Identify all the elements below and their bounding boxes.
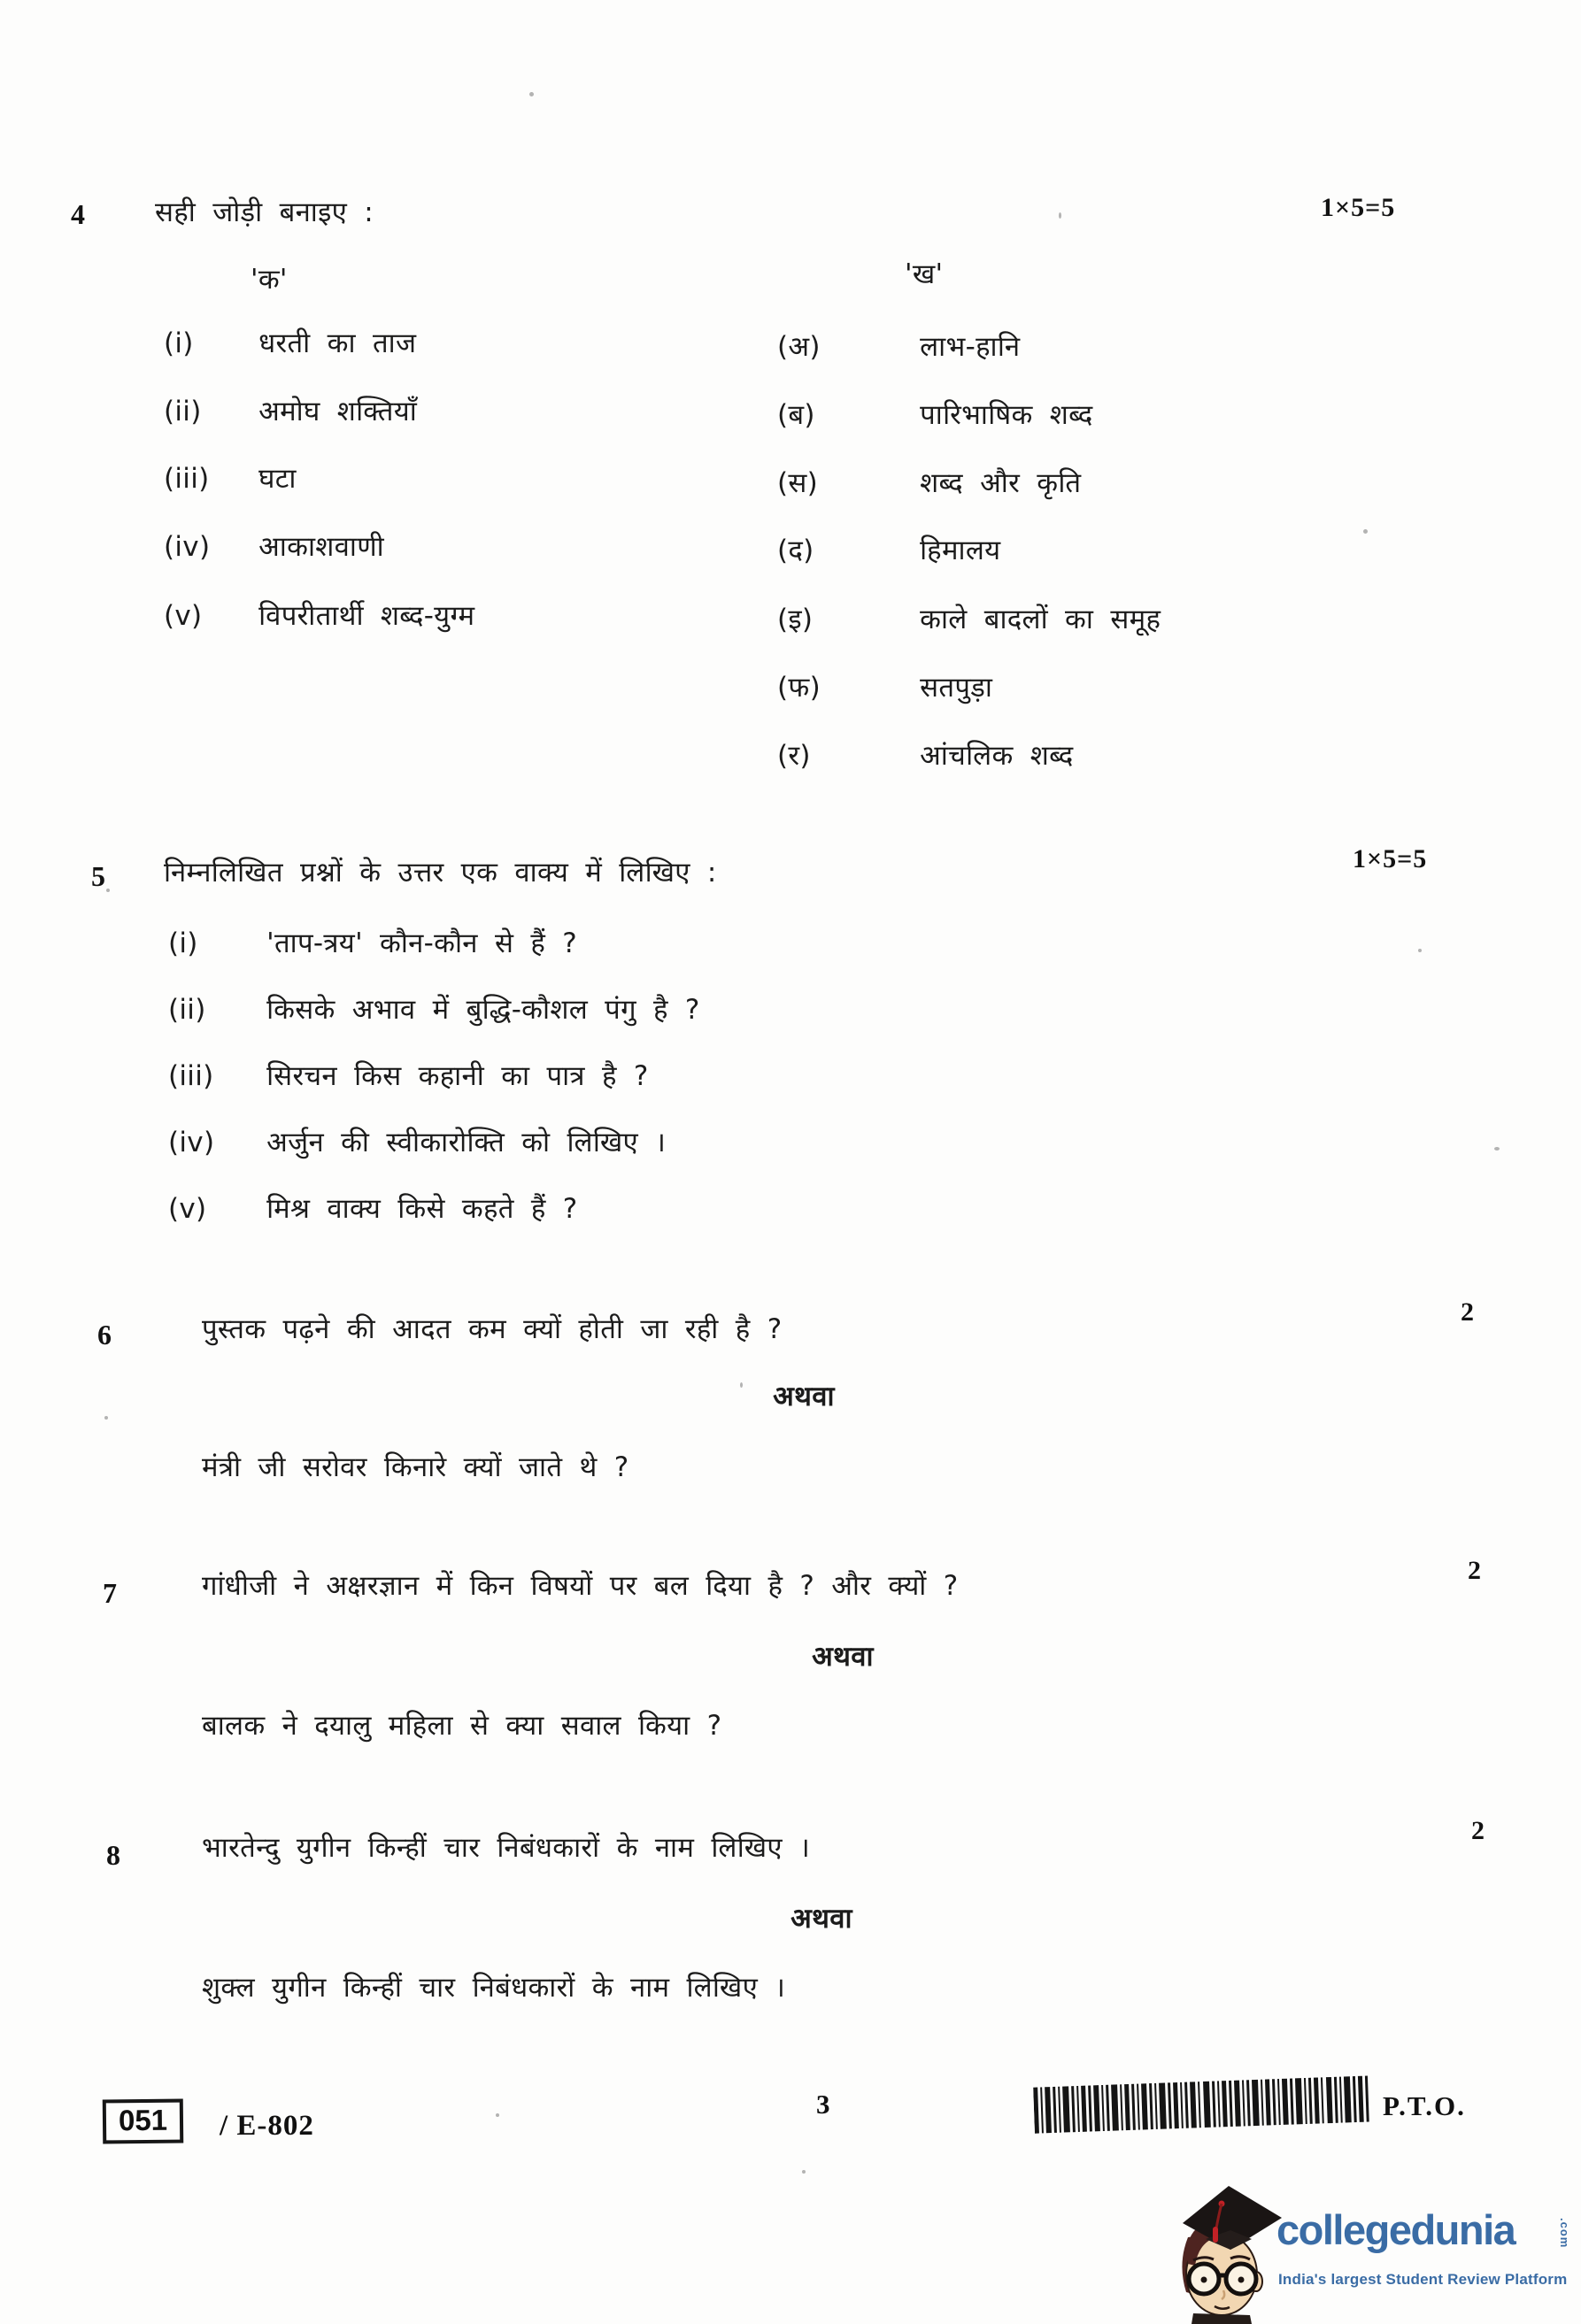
q5-item-4-label: (iv) — [168, 1127, 215, 1158]
scan-speck — [1494, 1147, 1500, 1150]
match-b7-label: (र) — [777, 740, 811, 772]
question-5-text: निम्नलिखित प्रश्नों के उत्तर एक वाक्य में लिखिए : — [164, 857, 717, 889]
q5-item-3-text: सिरचन किस कहानी का पात्र है ? — [266, 1060, 649, 1092]
q5-item-2-text: किसके अभाव में बुद्धि-कौशल पंगु है ? — [266, 994, 700, 1026]
question-5-number: 5 — [91, 860, 105, 892]
question-7-alt-text: बालक ने दयालु महिला से क्या सवाल किया ? — [202, 1710, 722, 1742]
match-b1-text: लाभ-हानि — [920, 331, 1021, 363]
scan-speck — [106, 889, 110, 892]
match-row-a3 — [164, 461, 297, 498]
question-7-or-label: अथवा — [812, 1641, 874, 1673]
q5-item-1 — [168, 926, 577, 963]
pto-label: P.T.O. — [1383, 2090, 1466, 2121]
collegedunia-tagline: India's largest Student Review Platform — [1278, 2271, 1568, 2288]
question-6-alt-text: मंत्री जी सरोवर किनारे क्यों जाते थे ? — [202, 1451, 629, 1483]
question-8-alt-text: शुक्ल युगीन किन्हीं चार निबंधकारों के नाम लिखिए । — [202, 1972, 786, 2004]
scan-speck — [1418, 949, 1422, 952]
match-a4-text: आकाशवाणी — [258, 531, 384, 563]
match-a3-text: घटा — [258, 463, 297, 495]
scan-speck — [802, 2170, 806, 2174]
match-a1-label: (i) — [164, 327, 194, 359]
match-row-b4 — [777, 533, 1000, 570]
scan-speck — [1363, 529, 1368, 534]
match-row-b5 — [777, 602, 1161, 639]
question-8-text: भारतेन्दु युगीन किन्हीं चार निबंधकारों के नाम लिखिए । — [202, 1832, 811, 1864]
question-4-marks: 1×5=5 — [1321, 193, 1396, 222]
paper-code-boxed-value: 051 — [103, 2099, 184, 2144]
scan-speck — [496, 2113, 499, 2117]
q5-item-4 — [168, 1125, 666, 1162]
match-b3-text: शब्द और कृति — [920, 467, 1082, 499]
question-6-or-label: अथवा — [773, 1381, 835, 1412]
question-6-marks: 2 — [1461, 1297, 1475, 1327]
match-column-b-header: 'ख' — [905, 258, 944, 290]
match-row-a1 — [164, 326, 416, 363]
paper-code-box — [103, 2099, 183, 2143]
collegedunia-tld-text: .com — [1558, 2218, 1571, 2249]
match-row-b1 — [777, 329, 1020, 366]
collegedunia-brand-text: collegedunia — [1276, 2206, 1515, 2253]
question-6-number: 6 — [97, 1319, 112, 1351]
match-b1-label: (अ) — [777, 331, 821, 363]
match-b6-label: (फ) — [777, 672, 821, 704]
match-b4-label: (द) — [777, 535, 814, 566]
q5-item-3 — [168, 1058, 649, 1096]
q5-item-1-label: (i) — [168, 927, 198, 959]
match-row-b3 — [777, 466, 1081, 503]
question-5-marks: 1×5=5 — [1353, 844, 1428, 873]
scan-speck — [1059, 212, 1061, 219]
match-row-b2 — [777, 397, 1093, 435]
q5-item-2 — [168, 992, 700, 1029]
scan-speck — [740, 1382, 743, 1388]
match-a5-label: (v) — [164, 600, 203, 632]
match-a4-label: (iv) — [164, 531, 211, 563]
question-7-text: गांधीजी ने अक्षरज्ञान में किन विषयों पर बल दिया है ? और क्यों ? — [202, 1570, 959, 1602]
match-a2-label: (ii) — [164, 396, 202, 427]
paper-code-suffix: / E-802 — [220, 2110, 314, 2142]
match-b5-text: काले बादलों का समूह — [920, 604, 1161, 635]
q5-item-1-text: 'ताप-त्रय' कौन-कौन से हैं ? — [266, 927, 578, 959]
q5-item-5-text: मिश्र वाक्य किसे कहते हैं ? — [266, 1193, 578, 1225]
scan-speck — [529, 92, 534, 96]
match-column-a-header: 'क' — [251, 264, 288, 296]
q5-item-4-text: अर्जुन की स्वीकारोक्ति को लिखिए । — [266, 1127, 667, 1158]
question-8-or-label: अथवा — [790, 1903, 852, 1935]
barcode — [1033, 2074, 1376, 2138]
question-4-text: सही जोड़ी बनाइए : — [155, 196, 374, 228]
q5-item-3-label: (iii) — [168, 1060, 214, 1092]
match-b6-text: सतपुड़ा — [920, 672, 993, 704]
match-b3-label: (स) — [777, 467, 819, 499]
barcode-image — [1033, 2074, 1376, 2135]
question-8-marks: 2 — [1471, 1816, 1485, 1845]
q5-item-2-label: (ii) — [168, 994, 206, 1026]
question-4-number: 4 — [71, 198, 85, 230]
scan-speck — [104, 1416, 108, 1420]
collegedunia-mascot-icon — [1167, 2175, 1284, 2324]
match-a5-text: विपरीतार्थी शब्द-युग्म — [258, 600, 475, 632]
match-b4-text: हिमालय — [920, 535, 1001, 566]
q5-item-5-label: (v) — [168, 1193, 207, 1225]
match-row-a2 — [164, 394, 417, 431]
match-a1-text: धरती का ताज — [258, 327, 417, 359]
question-8-number: 8 — [106, 1839, 120, 1871]
q5-item-5 — [168, 1191, 578, 1228]
match-b2-text: पारिभाषिक शब्द — [920, 399, 1093, 431]
match-a3-label: (iii) — [164, 463, 210, 495]
question-7-number: 7 — [103, 1577, 117, 1609]
match-row-a4 — [164, 529, 384, 566]
match-a2-text: अमोघ शक्तियाँ — [258, 396, 418, 427]
question-6-text: पुस्तक पढ़ने की आदत कम क्यों होती जा रही है ? — [202, 1313, 783, 1345]
question-7-marks: 2 — [1468, 1556, 1482, 1585]
match-row-b7 — [777, 738, 1074, 775]
match-b2-label: (ब) — [777, 399, 815, 431]
collegedunia-logo — [1142, 2159, 1581, 2324]
match-b5-label: (इ) — [777, 604, 814, 635]
page-number: 3 — [816, 2089, 830, 2120]
match-row-a5 — [164, 598, 474, 635]
match-row-b6 — [777, 670, 992, 707]
match-b7-text: आंचलिक शब्द — [920, 740, 1074, 772]
